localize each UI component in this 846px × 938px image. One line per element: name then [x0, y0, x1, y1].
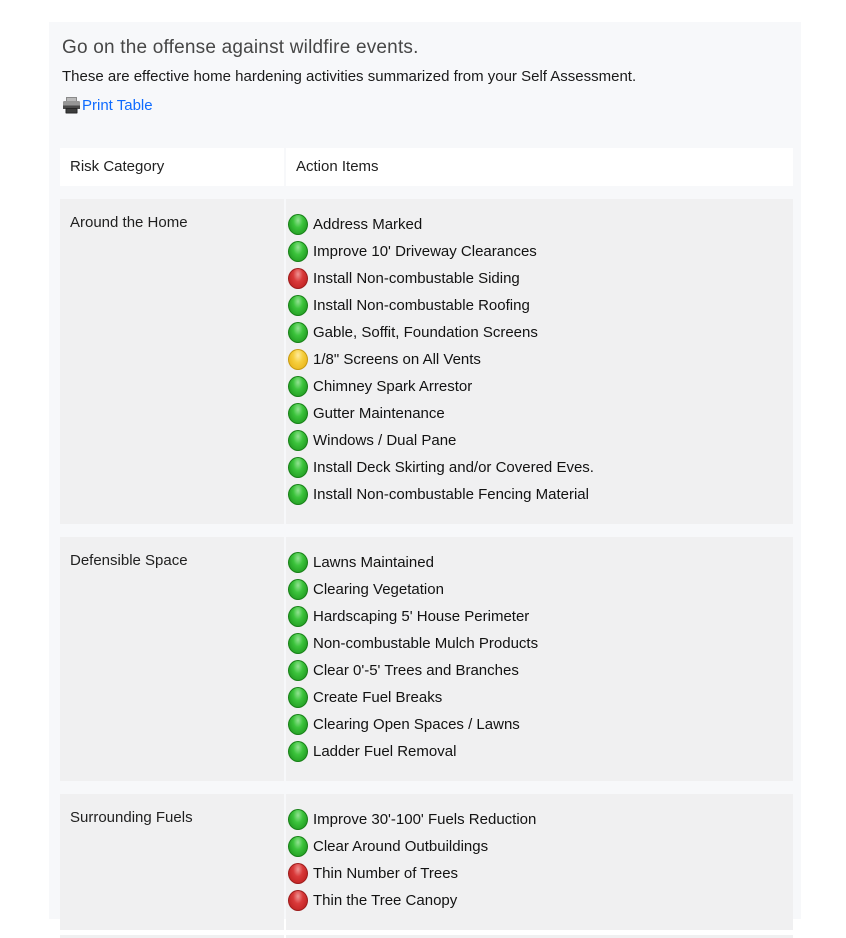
status-green-icon	[288, 430, 308, 451]
status-green-icon	[288, 809, 308, 830]
page-title: Go on the offense against wildfire events.	[62, 37, 419, 58]
status-green-icon	[288, 687, 308, 708]
content-panel	[49, 22, 801, 919]
action-item	[288, 292, 785, 319]
risk-category-label: Defensible Space	[70, 552, 188, 569]
status-green-icon	[288, 295, 308, 316]
print-table-label: Print Table	[82, 97, 153, 114]
action-item-label: Clear 0'-5' Trees and Branches	[313, 662, 519, 679]
action-item-label: Lawns Maintained	[313, 554, 434, 571]
action-item	[288, 549, 785, 576]
action-item-label: Install Deck Skirting and/or Covered Eves.	[313, 459, 594, 476]
action-item-label: Install Non-combustable Fencing Material	[313, 486, 589, 503]
action-item	[288, 860, 785, 887]
action-item	[288, 211, 785, 238]
action-item-label: Non-combustable Mulch Products	[313, 635, 539, 652]
table-row	[60, 794, 793, 930]
risk-category-label: Around the Home	[70, 214, 188, 231]
action-item-label: Create Fuel Breaks	[313, 689, 443, 706]
action-item-label: Install Non-combustable Siding	[313, 270, 520, 287]
table-row	[60, 199, 793, 524]
status-green-icon	[288, 403, 308, 424]
action-item	[288, 400, 785, 427]
status-green-icon	[288, 606, 308, 627]
status-red-icon	[288, 863, 308, 884]
status-red-icon	[288, 268, 308, 289]
status-green-icon	[288, 214, 308, 235]
column-header-risk-category: Risk Category	[60, 148, 284, 186]
status-green-icon	[288, 836, 308, 857]
action-item	[288, 711, 785, 738]
action-item	[288, 630, 785, 657]
action-item	[288, 657, 785, 684]
printer-icon	[62, 97, 81, 114]
action-item-label: Install Non-combustable Roofing	[313, 297, 530, 314]
action-item-label: Gutter Maintenance	[313, 405, 445, 422]
action-item	[288, 576, 785, 603]
status-green-icon	[288, 457, 308, 478]
action-items-list	[286, 794, 793, 930]
action-item	[288, 806, 785, 833]
status-green-icon	[288, 322, 308, 343]
status-green-icon	[288, 376, 308, 397]
status-yellow-icon	[288, 349, 308, 370]
action-items-list	[286, 199, 793, 524]
action-items-list	[286, 537, 793, 781]
action-item-label: Gable, Soffit, Foundation Screens	[313, 324, 538, 341]
table-body	[60, 199, 793, 930]
risk-category-label: Surrounding Fuels	[70, 809, 193, 826]
status-green-icon	[288, 741, 308, 762]
action-item	[288, 427, 785, 454]
action-item-label: Address Marked	[313, 216, 423, 233]
action-item	[288, 481, 785, 508]
column-header-action-items: Action Items	[286, 148, 793, 186]
table-row	[60, 537, 793, 781]
action-item-label: Improve 30'-100' Fuels Reduction	[313, 811, 537, 828]
risk-table	[60, 148, 793, 938]
action-item-label: Chimney Spark Arrestor	[313, 378, 473, 395]
status-green-icon	[288, 660, 308, 681]
status-green-icon	[288, 633, 308, 654]
status-green-icon	[288, 579, 308, 600]
action-item	[288, 887, 785, 914]
action-item-label: Hardscaping 5' House Perimeter	[313, 608, 530, 625]
status-green-icon	[288, 552, 308, 573]
action-item	[288, 319, 785, 346]
action-item-label: Thin the Tree Canopy	[313, 892, 458, 909]
action-item-label: Windows / Dual Pane	[313, 432, 457, 449]
action-item	[288, 833, 785, 860]
action-item	[288, 454, 785, 481]
action-item	[288, 373, 785, 400]
page-subtitle: These are effective home hardening activities summarized from your Self Assessment.	[62, 68, 637, 85]
action-item-label: Clearing Vegetation	[313, 581, 444, 598]
action-item	[288, 265, 785, 292]
action-item	[288, 603, 785, 630]
action-item	[288, 684, 785, 711]
action-item-label: 1/8" Screens on All Vents	[313, 351, 481, 368]
table-header-row	[60, 148, 793, 186]
status-green-icon	[288, 241, 308, 262]
action-item	[288, 238, 785, 265]
action-item-label: Ladder Fuel Removal	[313, 743, 457, 760]
action-item-label: Improve 10' Driveway Clearances	[313, 243, 537, 260]
action-item	[288, 346, 785, 373]
action-item-label: Clearing Open Spaces / Lawns	[313, 716, 520, 733]
print-table-link[interactable]	[62, 97, 153, 114]
action-item-label: Thin Number of Trees	[313, 865, 459, 882]
status-green-icon	[288, 714, 308, 735]
status-red-icon	[288, 890, 308, 911]
action-item	[288, 738, 785, 765]
action-item-label: Clear Around Outbuildings	[313, 838, 489, 855]
status-green-icon	[288, 484, 308, 505]
